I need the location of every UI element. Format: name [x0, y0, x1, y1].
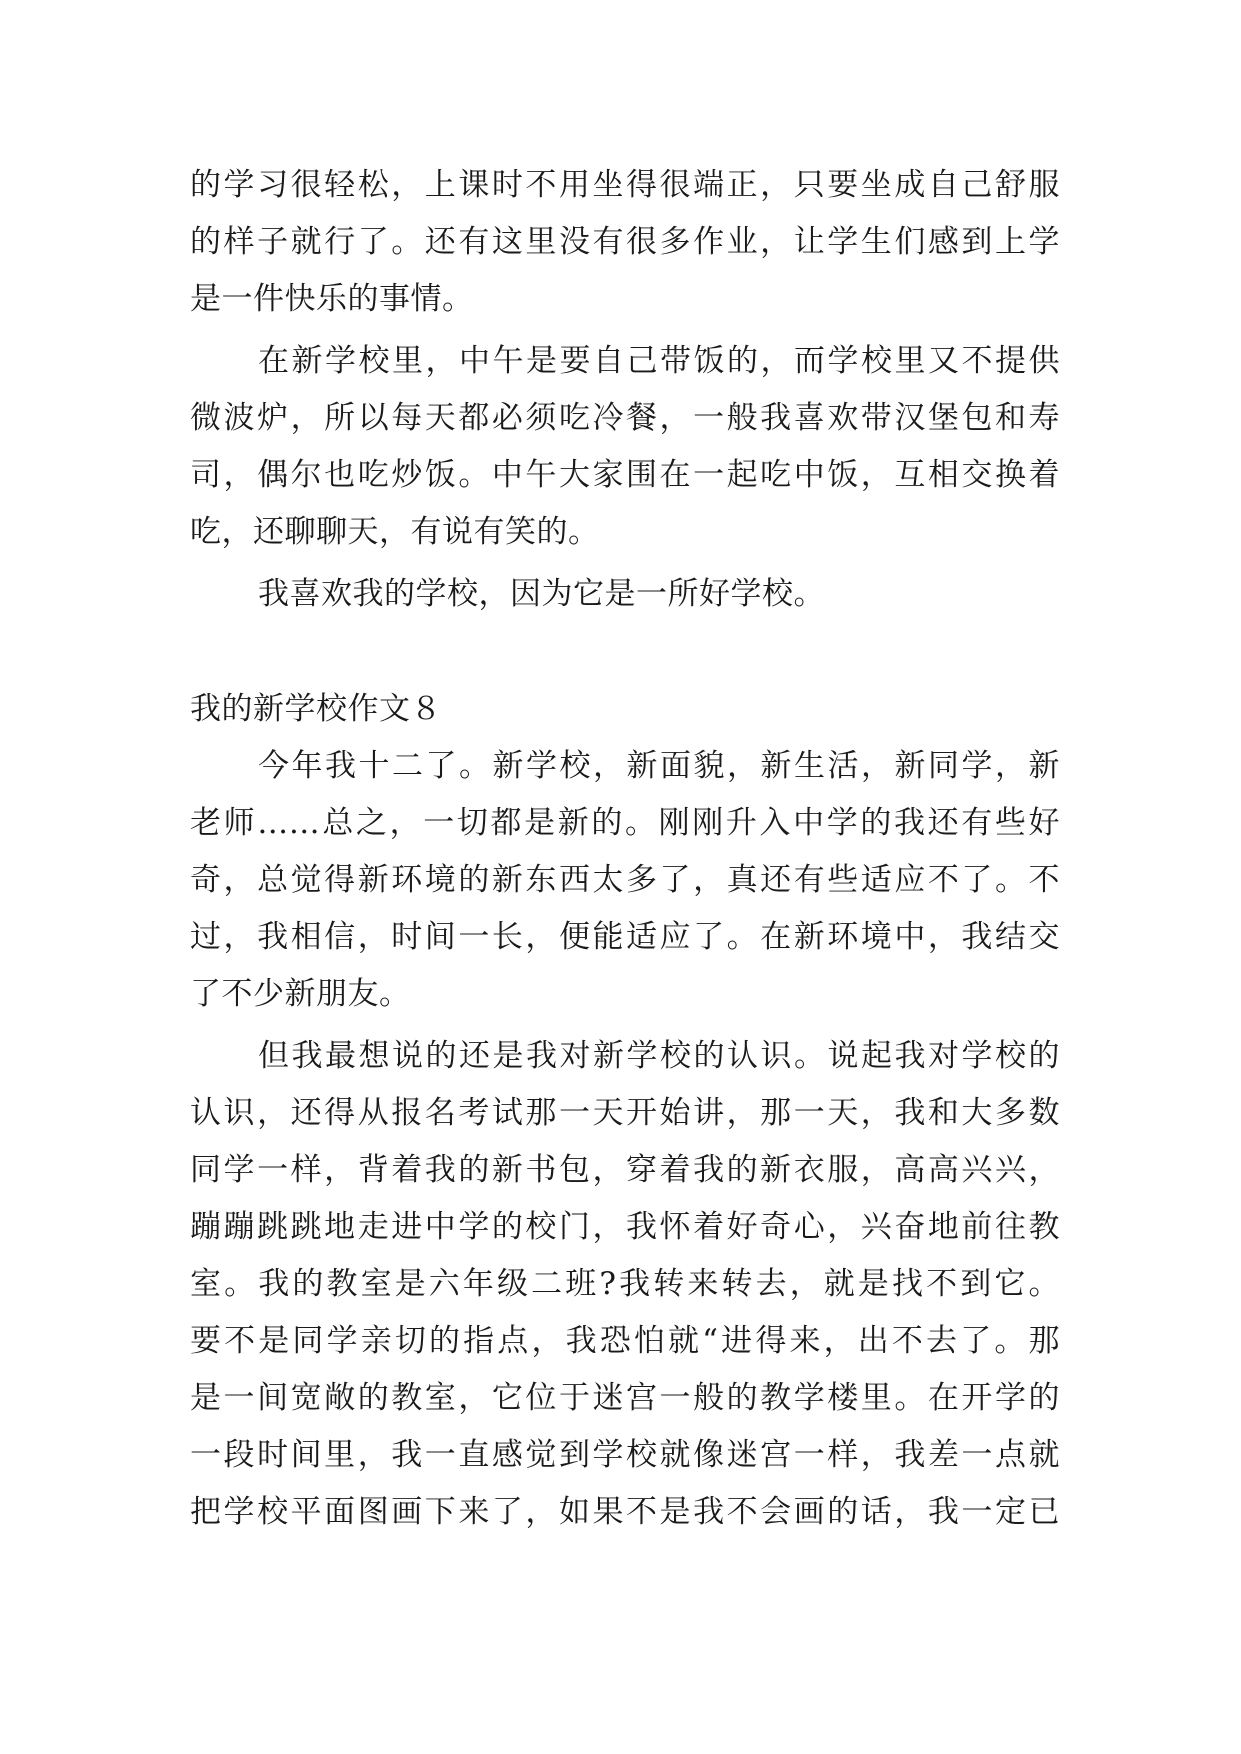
- paragraph-line: 司，偶尔也吃炒饭。中午大家围在一起吃中饭，互相交换着: [190, 457, 1060, 493]
- paragraph-line: 是一间宽敞的教室，它位于迷宫一般的教学楼里。在开学的: [190, 1380, 1060, 1416]
- paragraph-line: 同学一样，背着我的新书包，穿着我的新衣服，高高兴兴，: [190, 1152, 1060, 1188]
- paragraph-line: 认识，还得从报名考试那一天开始讲，那一天，我和大多数: [190, 1095, 1060, 1131]
- paragraph-line: 是一件快乐的事情。: [190, 281, 474, 317]
- paragraph-line: 的学习很轻松，上课时不用坐得很端正，只要坐成自己舒服: [190, 167, 1060, 203]
- paragraph-line: 一段时间里，我一直感觉到学校就像迷宫一样，我差一点就: [190, 1437, 1060, 1473]
- paragraph-line: 过，我相信，时间一长，便能适应了。在新环境中，我结交: [190, 919, 1060, 955]
- paragraph-line: 要不是同学亲切的指点，我恐怕就“进得来，出不去了。那: [190, 1323, 1060, 1359]
- section-heading: 我的新学校作文８: [190, 691, 442, 727]
- paragraph-line: 了不少新朋友。: [190, 976, 411, 1012]
- paragraph-line: 吃，还聊聊天，有说有笑的。: [190, 514, 600, 550]
- paragraph-line: 在新学校里，中午是要自己带饭的，而学校里又不提供: [258, 343, 1060, 379]
- paragraph-line: 室。我的教室是六年级二班?我转来转去，就是找不到它。: [190, 1266, 1060, 1302]
- paragraph-line: 微波炉，所以每天都必须吃冷餐，一般我喜欢带汉堡包和寿: [190, 400, 1060, 436]
- paragraph-line: 的样子就行了。还有这里没有很多作业，让学生们感到上学: [190, 224, 1060, 260]
- paragraph-line: 今年我十二了。新学校，新面貌，新生活，新同学，新: [258, 748, 1060, 784]
- paragraph-line: 老师……总之，一切都是新的。刚刚升入中学的我还有些好: [190, 805, 1060, 841]
- paragraph-line: 但我最想说的还是我对新学校的认识。说起我对学校的: [258, 1038, 1060, 1074]
- paragraph-line: 奇，总觉得新环境的新东西太多了，真还有些适应不了。不: [190, 862, 1060, 898]
- paragraph-line: 把学校平面图画下来了，如果不是我不会画的话，我一定已: [190, 1494, 1060, 1530]
- paragraph-line: 蹦蹦跳跳地走进中学的校门，我怀着好奇心，兴奋地前往教: [190, 1209, 1060, 1245]
- paragraph-line: 我喜欢我的学校，因为它是一所好学校。: [258, 576, 825, 612]
